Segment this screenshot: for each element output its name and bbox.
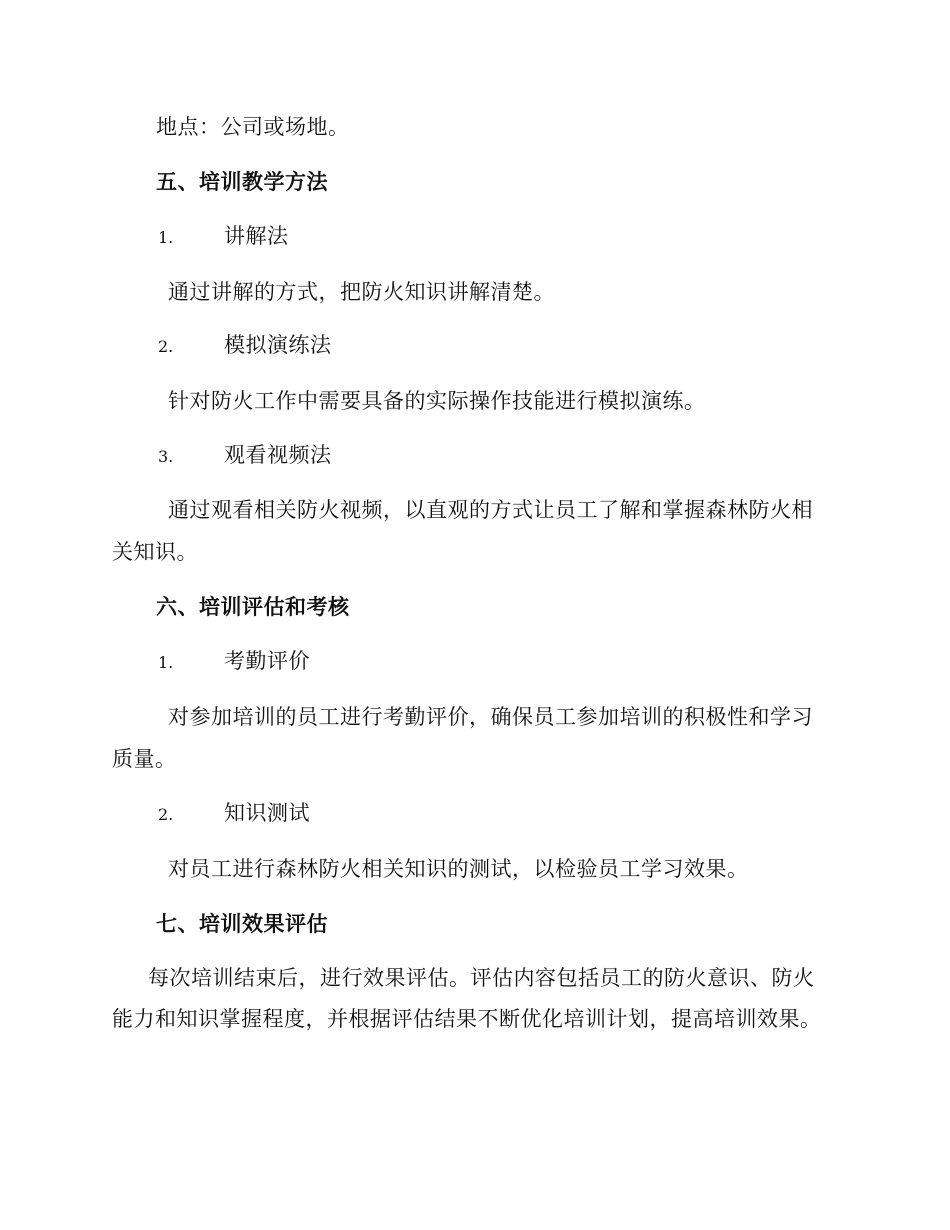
item-title-simulation: 模拟演练法: [224, 333, 332, 357]
item-text: 通过讲解的方式，把防火知识讲解清楚。: [168, 280, 555, 304]
item-title-attendance: 考勤评价: [224, 649, 310, 673]
item-title-video: 观看视频法: [224, 443, 332, 467]
item-text: 针对防火工作中需要具备的实际操作技能进行模拟演练。: [168, 389, 706, 413]
item-text: 对参加培训的员工进行考勤评价，确保员工参加培训的积极性和学习: [168, 705, 813, 729]
item-number: 2.: [158, 337, 174, 356]
item-text: 通过观看相关防火视频，以直观的方式让员工了解和掌握森林防火相: [168, 498, 813, 522]
item-number: 1.: [158, 228, 174, 247]
item-text-continuation: 关知识。: [112, 540, 198, 564]
item-text: 对员工进行森林防火相关知识的测试，以检验员工学习效果。: [168, 857, 749, 881]
item-text-continuation: 质量。: [112, 747, 177, 771]
item-number: 1.: [158, 653, 174, 672]
location-line: 地点：公司或场地。: [156, 115, 350, 139]
section-7-heading: 七、培训效果评估: [156, 911, 328, 936]
section-5-heading: 五、培训教学方法: [156, 169, 328, 194]
item-title-knowledge-test: 知识测试: [224, 801, 310, 825]
section-6-heading: 六、培训评估和考核: [156, 594, 350, 619]
section-7-text-continuation: 能力和知识掌握程度，并根据评估结果不断优化培训计划，提高培训效果。: [112, 1007, 822, 1031]
item-number: 3.: [158, 447, 174, 466]
item-title-explanation: 讲解法: [224, 224, 289, 248]
item-number: 2.: [158, 805, 174, 824]
section-7-text: 每次培训结束后，进行效果评估。评估内容包括员工的防火意识、防火: [148, 966, 815, 990]
